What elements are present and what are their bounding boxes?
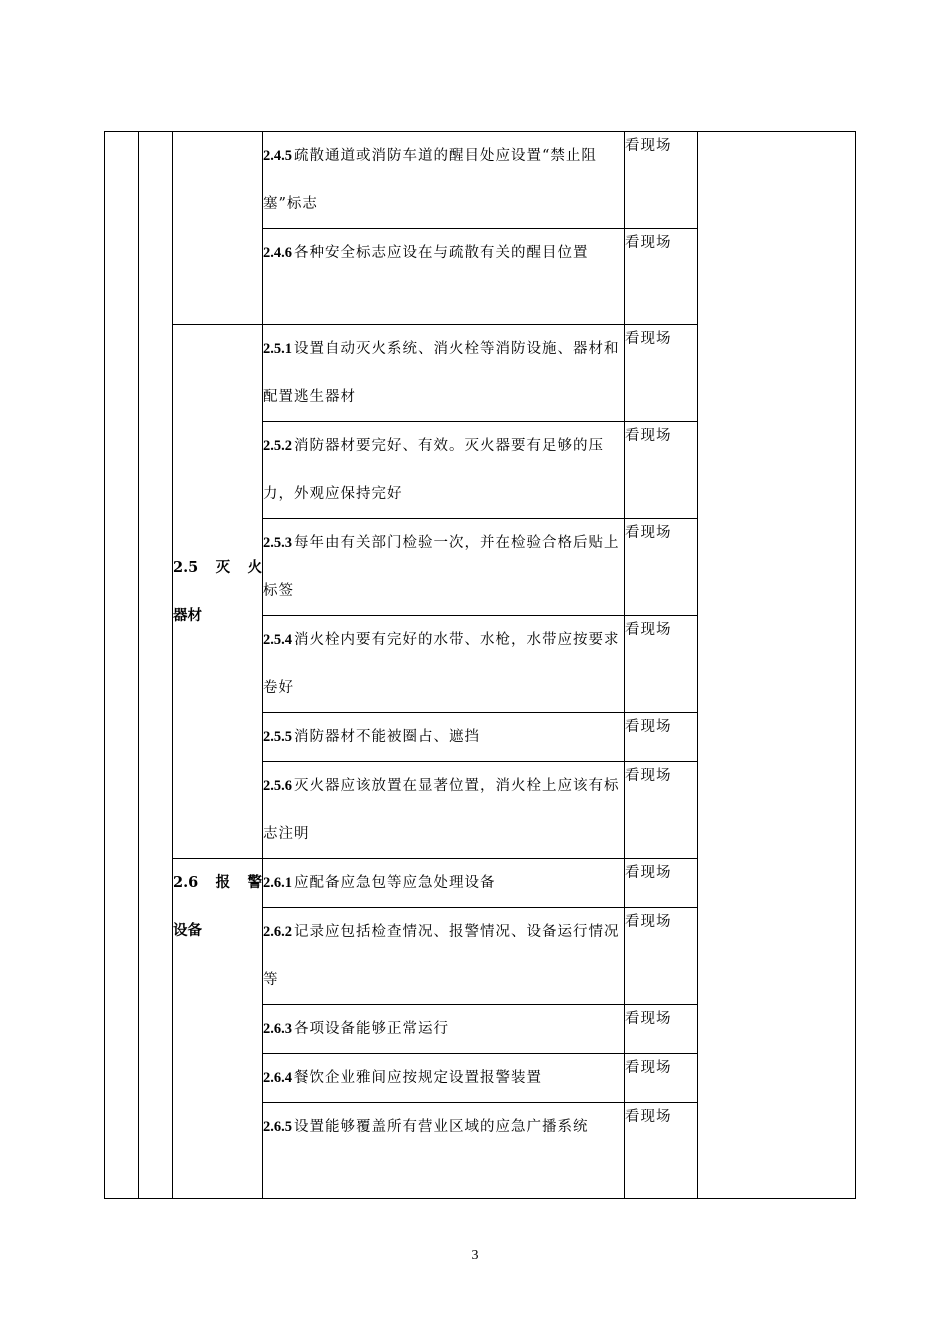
category-name-rest: 设备 [173, 922, 202, 939]
item-text: 每年由有关部门检验一次，并在检验合格后贴上标签 [263, 535, 620, 599]
method-cell: 看现场 [625, 229, 698, 325]
category-name-char: 火 [247, 558, 262, 576]
item-text: 消防器材不能被圈占、遮挡 [294, 729, 480, 745]
item-cell [263, 229, 625, 325]
item-code: 2.6.2 [263, 924, 292, 940]
method-cell: 看现场 [625, 762, 698, 859]
category-name-rest: 器材 [173, 606, 202, 624]
item-cell [263, 616, 625, 713]
item-cell [263, 422, 625, 519]
item-cell [263, 762, 625, 859]
page-number: 3 [471, 1248, 479, 1263]
method-cell: 看现场 [625, 132, 698, 229]
item-text: 疏散通道或消防车道的醒目处应设置“禁止阻塞”标志 [263, 148, 597, 212]
item-code: 2.5.4 [263, 632, 292, 648]
item-code: 2.6.4 [263, 1070, 292, 1086]
item-cell [263, 908, 625, 1005]
item-code: 2.5.1 [263, 341, 292, 357]
item-code: 2.6.3 [263, 1021, 292, 1037]
category-heading [173, 544, 262, 592]
blank-col-1 [105, 132, 139, 1199]
item-text: 设置自动灭火系统、消火栓等消防设施、器材和配置逃生器材 [263, 341, 620, 405]
item-code: 2.5.5 [263, 729, 292, 745]
item-code: 2.4.6 [263, 245, 292, 261]
item-cell [263, 1054, 625, 1103]
table-row [105, 132, 856, 229]
inspection-table [104, 131, 856, 1199]
item-code: 2.4.5 [263, 148, 292, 164]
item-text: 各种安全标志应设在与疏散有关的醒目位置 [294, 245, 589, 261]
category-name-char: 灭 [215, 558, 231, 576]
item-cell [263, 1103, 625, 1199]
item-cell [263, 713, 625, 762]
item-text: 消火栓内要有完好的水带、水枪，水带应按要求卷好 [263, 632, 620, 696]
method-cell: 看现场 [625, 422, 698, 519]
category-heading [173, 859, 262, 907]
item-text: 消防器材要完好、有效。灭火器要有足够的压力，外观应保持完好 [263, 438, 604, 502]
item-text: 设置能够覆盖所有营业区域的应急广播系统 [294, 1119, 589, 1135]
category-name-char: 报 [215, 874, 231, 891]
method-cell: 看现场 [625, 859, 698, 908]
category-cell-empty [173, 132, 263, 325]
item-code: 2.5.2 [263, 438, 292, 454]
item-text: 餐饮企业雅间应按规定设置报警装置 [294, 1070, 542, 1086]
item-text: 各项设备能够正常运行 [294, 1021, 449, 1037]
item-text: 应配备应急包等应急处理设备 [294, 875, 496, 891]
item-code: 2.5.3 [263, 535, 292, 551]
method-cell: 看现场 [625, 1054, 698, 1103]
method-cell: 看现场 [625, 1103, 698, 1199]
method-cell: 看现场 [625, 713, 698, 762]
category-number: 2.5 [173, 558, 199, 576]
item-cell [263, 859, 625, 908]
item-text: 记录应包括检查情况、报警情况、设备运行情况等 [263, 924, 620, 988]
method-cell: 看现场 [625, 325, 698, 422]
category-number: 2.6 [173, 874, 199, 891]
item-cell [263, 132, 625, 229]
category-cell-2-5 [173, 325, 263, 859]
blank-col-2 [139, 132, 173, 1199]
item-code: 2.5.6 [263, 778, 292, 794]
method-cell: 看现场 [625, 616, 698, 713]
method-cell: 看现场 [625, 908, 698, 1005]
category-cell-2-6 [173, 859, 263, 1199]
item-cell [263, 1005, 625, 1054]
method-cell: 看现场 [625, 1005, 698, 1054]
item-code: 2.6.5 [263, 1119, 292, 1135]
method-cell: 看现场 [625, 519, 698, 616]
item-code: 2.6.1 [263, 875, 292, 891]
notes-column [698, 132, 856, 1199]
item-text: 灭火器应该放置在显著位置，消火栓上应该有标志注明 [263, 778, 620, 842]
item-cell [263, 325, 625, 422]
item-cell [263, 519, 625, 616]
category-name-char: 警 [247, 874, 262, 891]
